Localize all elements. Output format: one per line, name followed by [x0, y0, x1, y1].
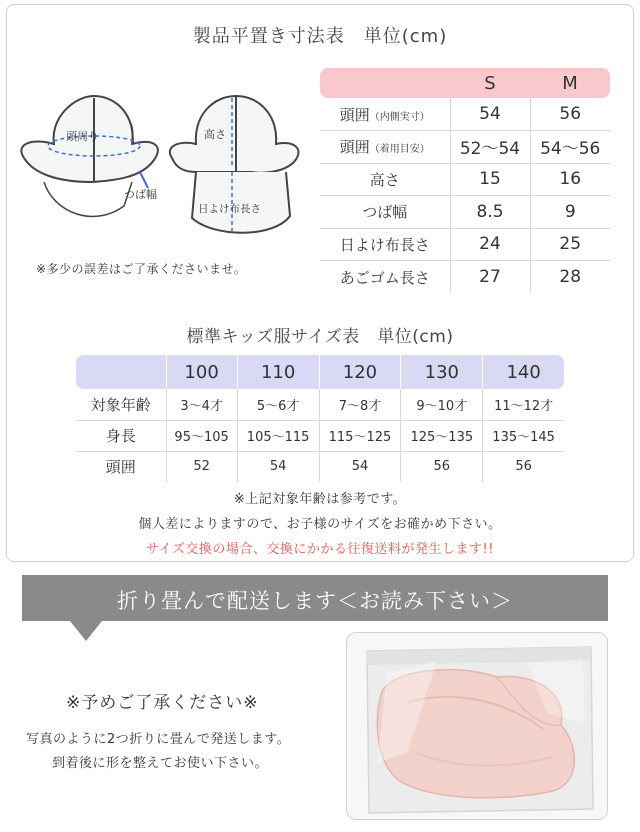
cell-value: 24 [450, 228, 530, 261]
kids-size-title: 標準キッズ服サイズ表 単位(cm) [186, 327, 454, 347]
cell-value: 11〜12才 [483, 389, 564, 420]
folded-hat-photo [346, 632, 608, 820]
banner-pointer [70, 621, 102, 641]
hat-diagram [14, 88, 304, 238]
cell-value: 56 [530, 98, 610, 131]
table-header-row [76, 355, 564, 389]
row-label: 頭囲 [339, 105, 370, 124]
table-row [320, 196, 610, 229]
exchange-shipping-warning: サイズ交換の場合、交換にかかる往復送料が発生します!! [146, 542, 494, 557]
cell-value: 16 [530, 163, 610, 196]
cell-value: 95〜105 [166, 420, 237, 451]
reshape-instruction: 到着後に形を整えてお使い下さい。 [52, 756, 269, 771]
header-empty-cell [320, 68, 450, 98]
cell-value: 52 [166, 451, 237, 482]
cell-value: 54〜56 [530, 131, 610, 164]
header-size: 120 [319, 355, 401, 389]
cell-value: 115〜125 [319, 420, 401, 451]
brim-width-label: つば幅 [124, 188, 157, 201]
header-size-m: M [530, 68, 610, 98]
header-size-s: S [450, 68, 530, 98]
row-label: 身長 [76, 420, 166, 451]
cell-value: 125〜135 [401, 420, 483, 451]
cell-value: 56 [483, 451, 564, 482]
row-label: 頭囲 [339, 138, 370, 157]
size-chart-title: 製品平置き寸法表 単位(cm) [192, 26, 448, 47]
cell-value: 27 [450, 261, 530, 294]
brim-width-marker [140, 172, 148, 188]
tolerance-note: ※多少の誤差はご了承くださいませ。 [36, 262, 247, 276]
cell-value: 15 [450, 163, 530, 196]
table-row [76, 420, 564, 451]
cell-value: 105〜115 [237, 420, 319, 451]
table-row [320, 261, 610, 294]
cell-value: 9 [530, 196, 610, 229]
header-size: 130 [401, 355, 483, 389]
kids-size-table [76, 355, 564, 482]
height-label: 高さ [204, 128, 226, 141]
flap-length-label: 日よけ布長さ [198, 203, 261, 215]
cell-value: 56 [401, 451, 483, 482]
row-sublabel: （着用目安） [369, 144, 430, 156]
table-row [76, 389, 564, 420]
circumference-label: 頭周り [66, 130, 99, 143]
product-size-table [320, 68, 610, 293]
row-label: 頭囲 [105, 458, 136, 477]
cell-value: 3〜4才 [166, 389, 237, 420]
cell-value: 54 [237, 451, 319, 482]
cell-value: 9〜10才 [401, 389, 483, 420]
cell-value: 28 [559, 267, 582, 287]
table-row [320, 228, 610, 261]
age-reference-note: ※上記対象年齢は参考です。 [233, 492, 407, 507]
header-size: 100 [166, 355, 237, 389]
header-size: 110 [237, 355, 319, 389]
folded-shipping-banner [22, 575, 608, 621]
table-row [320, 131, 610, 164]
header-empty-cell [76, 355, 166, 389]
table-row [320, 163, 610, 196]
individual-difference-note: 個人差によりますので、お子様のサイズをお確かめ下さい。 [138, 517, 502, 532]
header-size: 140 [483, 355, 564, 389]
row-sublabel: （内側実寸） [369, 111, 430, 123]
cell-value: 54 [319, 451, 401, 482]
cell-value: 5〜6才 [237, 389, 319, 420]
row-label: 高さ [320, 163, 450, 196]
cell-value: 25 [530, 228, 610, 261]
row-label: 日よけ布長さ [320, 228, 450, 261]
folded-hat-in-bag-image [347, 633, 608, 820]
row-label: あごゴム長さ [320, 261, 450, 294]
cell-value: 8.5 [450, 196, 530, 229]
table-row [76, 451, 564, 482]
please-note-heading: ※予めご了承ください※ [66, 693, 259, 713]
row-label: つば幅 [320, 196, 450, 229]
table-row [320, 98, 610, 131]
cell-value: 135〜145 [483, 420, 564, 451]
row-label: 対象年齢 [76, 389, 166, 420]
folding-description: 写真のように2つ折りに畳んで発送します。 [26, 732, 291, 747]
table-header-row [320, 68, 610, 98]
banner-text: 折り畳んで配送します＜お読み下さい＞ [117, 589, 513, 613]
cell-value: 7〜8才 [319, 389, 401, 420]
cell-value: 54 [450, 98, 530, 131]
cell-value: 52〜54 [450, 131, 530, 164]
